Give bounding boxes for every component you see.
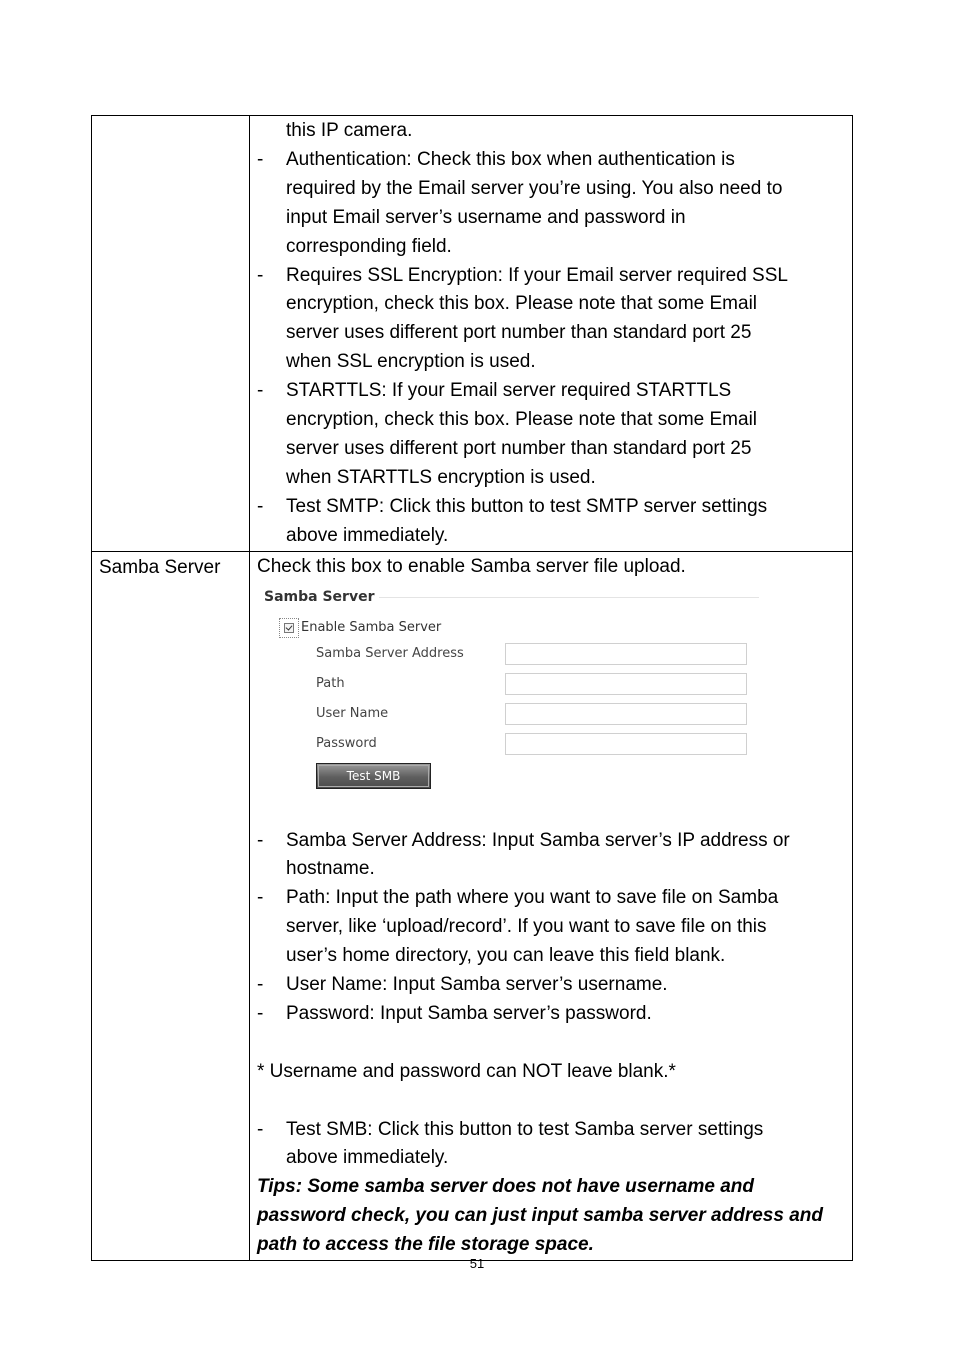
bullet-dash: - (257, 829, 264, 851)
bullet-dash: - (257, 1118, 264, 1140)
bullet-dash: - (257, 887, 264, 909)
bullet-line: Password: Input Samba server’s password. (286, 1002, 652, 1024)
spacer (257, 1029, 844, 1058)
password-input[interactable] (505, 733, 747, 755)
enable-samba-checkbox[interactable] (279, 618, 299, 638)
tips-text (257, 1173, 844, 1260)
list-item (257, 493, 844, 551)
bullet-line: server uses different port number than standard port 25 (286, 322, 752, 344)
list-item (257, 262, 844, 378)
bullet-dash: - (257, 495, 264, 517)
bullet-dash: - (257, 1002, 264, 1024)
field-label-path: Path (316, 675, 345, 691)
bullet-line: when STARTTLS encryption is used. (286, 466, 596, 488)
bullet-line: hostname. (286, 858, 375, 880)
bullet-dash: - (257, 974, 264, 996)
samba-address-input[interactable] (505, 643, 747, 665)
bullet-dash: - (257, 148, 264, 170)
tips-line: password check, you can just input samba server address and (257, 1205, 823, 1227)
bullet-line: above immediately. (286, 524, 449, 546)
intro-text: Check this box to enable Samba server file upload. (257, 555, 686, 577)
table-row (92, 116, 853, 552)
field-label-password: Password (316, 735, 377, 751)
checkbox-checked-icon (284, 623, 294, 633)
bullet-line: Authentication: Check this box when authentication is (286, 148, 735, 170)
list-item (257, 827, 844, 885)
samba-settings-screenshot (257, 582, 844, 827)
bullet-line: User Name: Input Samba server’s username. (286, 974, 668, 996)
row-content-cell (250, 116, 853, 552)
bullet-line: encryption, check this box. Please note that some Email (286, 409, 758, 431)
bullet-line: Test SMTP: Click this button to test SMTP server settings (286, 495, 768, 517)
bullet-line: Samba Server Address: Input Samba server’s IP address or (286, 829, 790, 851)
bullet-line: above immediately. (286, 1147, 449, 1169)
list-item (257, 1000, 844, 1029)
enable-samba-label: Enable Samba Server (301, 619, 442, 635)
bullet-line: corresponding field. (286, 235, 452, 257)
row-label: Samba Server (99, 556, 221, 578)
field-label-address: Samba Server Address (316, 645, 464, 661)
panel-title: Samba Server (264, 588, 375, 605)
list-item (257, 971, 844, 1000)
bullet-dash: - (257, 264, 264, 286)
bullet-dash: - (257, 380, 264, 402)
bullet-line: server, like ‘upload/record’. If you want to save file on this (286, 916, 767, 938)
list-item (257, 146, 844, 262)
note-text: * Username and password can NOT leave blank.* (257, 1060, 676, 1082)
list-item (257, 1116, 844, 1174)
panel-divider (379, 597, 759, 598)
bullet-line: required by the Email server you’re using. You also need to (286, 177, 783, 199)
bullet-line: when SSL encryption is used. (286, 351, 536, 373)
list-item (257, 884, 844, 971)
page-number: 51 (469, 1256, 485, 1271)
bullet-line: STARTTLS: If your Email server required STARTTLS (286, 380, 732, 402)
bullet-line: Requires SSL Encryption: If your Email server required SSL (286, 264, 788, 286)
bullet-line: server uses different port number than standard port 25 (286, 437, 752, 459)
continued-line: this IP camera. (286, 120, 413, 141)
username-input[interactable] (505, 703, 747, 725)
tips-line: Tips: Some samba server does not have username and (257, 1176, 755, 1198)
bullet-line: Test SMB: Click this button to test Samba server settings (286, 1118, 764, 1140)
row-content-cell (250, 551, 853, 1260)
spacer (257, 1087, 844, 1116)
path-input[interactable] (505, 673, 747, 695)
table-row (92, 551, 853, 1260)
tips-line: path to access the file storage space. (257, 1234, 594, 1256)
row-label-cell (92, 116, 250, 552)
row-label-cell (92, 551, 250, 1260)
bullet-line: input Email server’s username and password in (286, 206, 686, 228)
settings-table (91, 115, 853, 1261)
bullet-line: user’s home directory, you can leave this field blank. (286, 945, 726, 967)
bullet-line: Path: Input the path where you want to save file on Samba (286, 887, 779, 909)
bullet-line: encryption, check this box. Please note that some Email (286, 293, 758, 315)
test-smb-button[interactable]: Test SMB (316, 763, 431, 789)
list-item (257, 377, 844, 493)
field-label-username: User Name (316, 705, 389, 721)
